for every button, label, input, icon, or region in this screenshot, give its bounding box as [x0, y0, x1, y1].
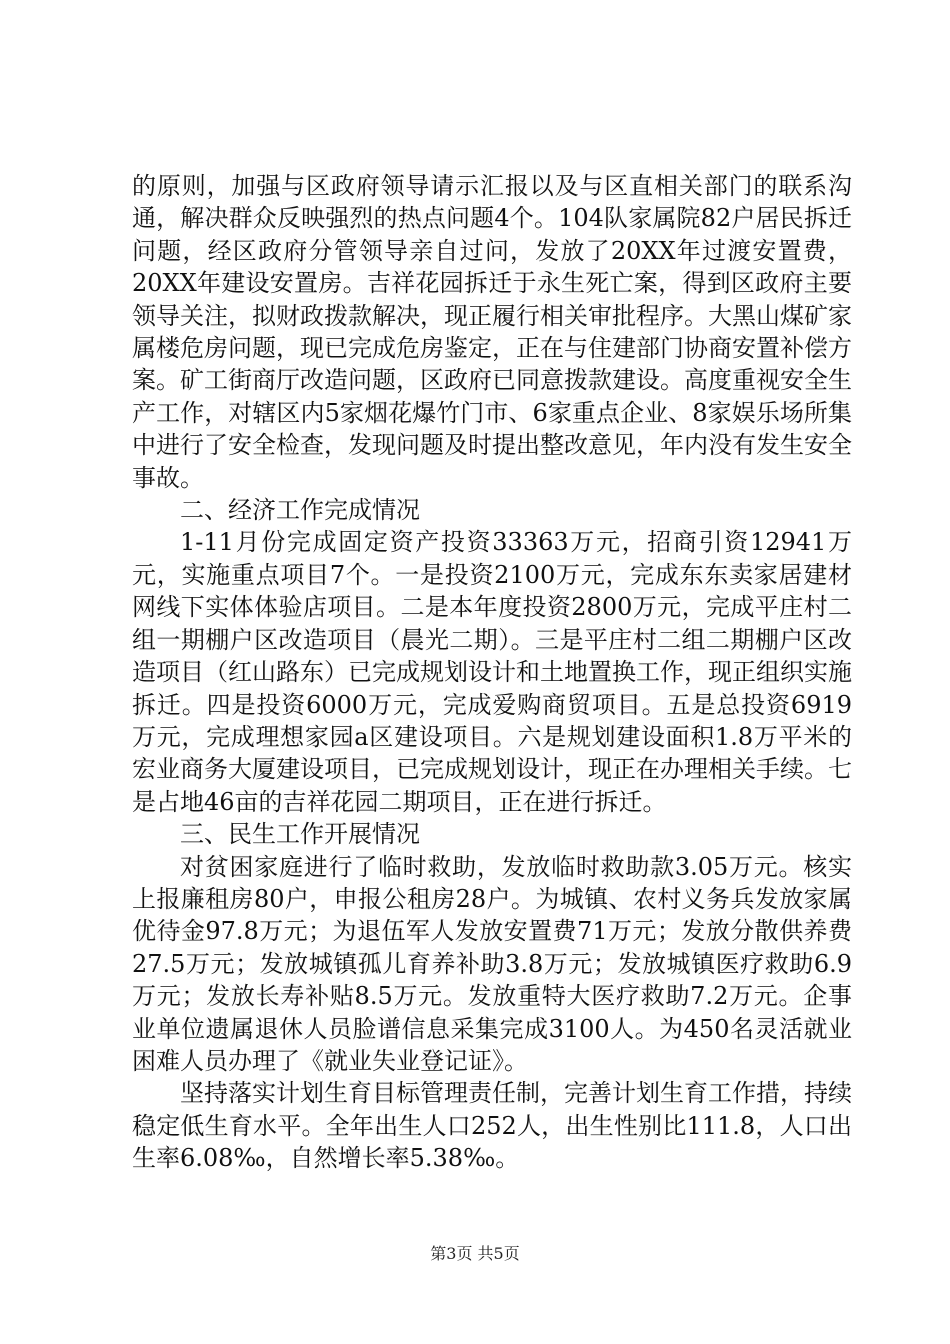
- paragraph-4: 坚持落实计划生育目标管理责任制，完善计划生育工作措，持续稳定低生育水平。全年出生人口252人，出生性别比111.8，人口出生率6.08‰，自然增长率5.38‰。: [132, 1079, 852, 1173]
- section-heading-economy: 二、经济工作完成情况: [180, 496, 420, 525]
- section-heading-livelihood: 三、民生工作开展情况: [180, 820, 420, 849]
- document-body: [132, 170, 852, 1175]
- paragraph-1: 的原则，加强与区政府领导请示汇报以及与区直相关部门的联系沟通，解决群众反映强烈的热点问题4个。104队家属院82户居民拆迁问题，经区政府分管领导亲自过问，发放了20XX年过渡安置费，20XX年建设安置房。吉祥花园拆迁于永生死亡案，得到区政府主要领导关注，拟财政拨款解决，现正履行相关审批程序。大黑山煤矿家属楼危房问题，现已完成危房鉴定，正在与住建部门协商安置补偿方案。矿工街商厅改造问题，区政府已同意拨款建设。高度重视安全生产工作，对辖区内5家烟花爆竹门市、6家重点企业、8家娱乐场所集中进行了安全检查，发现问题及时提出整改意见，年内没有发生安全事故。: [132, 172, 852, 492]
- paragraph-2: 1-11月份完成固定资产投资33363万元，招商引资12941万元，实施重点项目7个。一是投资2100万元，完成东东卖家居建材网线下实体体验店项目。二是本年度投资2800万元，完成平庄村二组一期棚户区改造项目（晨光二期）。三是平庄村二组二期棚户区改造项目（红山路东）已完成规划设计和土地置换工作，现正组织实施拆迁。四是投资6000万元，完成爱购商贸项目。五是总投资6919万元，完成理想家园a区建设项目。六是规划建设面积1.8万平米的宏业商务大厦建设项目，已完成规划设计，现正在办理相关手续。七是占地46亩的吉祥花园二期项目，正在进行拆迁。: [132, 528, 852, 816]
- paragraph-3: 对贫困家庭进行了临时救助，发放临时救助款3.05万元。核实上报廉租房80户，申报公租房28户。为城镇、农村义务兵发放家属优待金97.8万元；为退伍军人发放安置费71万元；发放分散供养费27.5万元；发放城镇孤儿育养补助3.8万元；发放城镇医疗救助6.9万元；发放长寿补贴8.5万元。发放重特大医疗救助7.2万元。企事业单位遗属退休人员脸谱信息采集完成3100人。为450名灵活就业困难人员办理了《就业失业登记证》。: [132, 852, 852, 1075]
- page-number-footer: 第3页 共5页: [430, 1244, 520, 1263]
